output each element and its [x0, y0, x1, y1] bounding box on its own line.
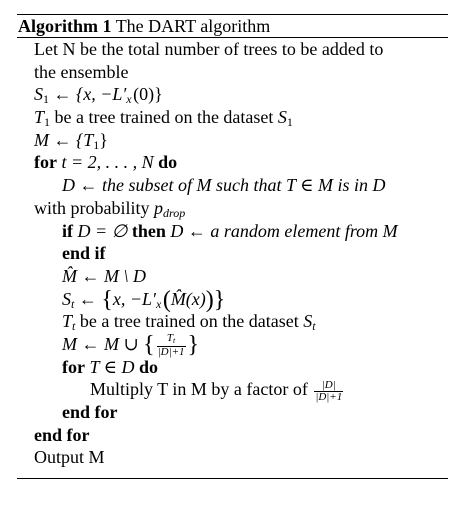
algorithm-block — [17, 14, 448, 479]
line-10-brace-close: } — [213, 286, 226, 313]
line-4-tail: } — [99, 129, 108, 150]
line-6b-p: p — [154, 197, 163, 218]
line-15-end-for: end for — [62, 402, 118, 422]
line-12-lhs: M ← M ∪ — [62, 333, 144, 354]
line-2-arrow: ← — [53, 84, 72, 105]
line-8 — [17, 242, 448, 265]
line-6b-sub: drop — [163, 205, 186, 220]
line-9 — [17, 265, 448, 288]
line-2-rhs: {x, −L′ — [76, 84, 127, 105]
line-6a — [17, 174, 448, 197]
line-3 — [17, 106, 448, 129]
line-17 — [17, 446, 448, 469]
line-7-body: D ← a random element from M — [170, 220, 398, 241]
line-10-body-sub: x — [155, 296, 162, 311]
line-6b-text: with probability — [34, 197, 154, 218]
line-11-S-sub: t — [312, 319, 316, 334]
line-11-S: S — [303, 311, 313, 332]
line-14-fraction — [314, 380, 343, 403]
line-7-keyword-if: if — [62, 220, 73, 241]
line-4 — [17, 129, 448, 152]
line-3-T: T — [34, 107, 45, 128]
line-11-T: T — [62, 311, 73, 332]
line-1a-text: Let N be the total number of trees to be added to — [34, 39, 384, 59]
line-4-sub: 1 — [93, 137, 100, 152]
line-12-numerator — [157, 333, 186, 347]
line-1b-text: the ensemble — [34, 61, 129, 82]
line-1b — [17, 61, 448, 84]
line-11-T-sub: t — [72, 319, 76, 334]
line-5 — [17, 151, 448, 174]
line-12-denominator: |D|+1 — [157, 346, 185, 359]
line-2-lhs-sub: 1 — [43, 92, 49, 107]
caption-title: The DART algorithm — [115, 16, 271, 36]
line-3-S-sub: 1 — [286, 115, 293, 130]
line-5-keyword-for: for — [34, 152, 57, 173]
line-12-fraction — [157, 333, 186, 358]
line-10-S: S — [62, 288, 71, 309]
line-14-denominator: |D|+1 — [315, 390, 343, 403]
line-12-brace-open: { — [143, 331, 155, 358]
line-5-keyword-do: do — [158, 152, 178, 173]
line-10-paren-close: ) — [205, 286, 214, 313]
line-6a-text: D ← the subset of M such that T ∈ M is in D — [62, 175, 386, 196]
line-11-text: be a tree trained on the dataset — [75, 311, 304, 332]
line-12-num-sub: t — [173, 336, 176, 346]
line-13-keyword-do: do — [139, 356, 159, 377]
line-11 — [17, 310, 448, 333]
line-2-lhs: S — [34, 84, 43, 105]
line-5-range: t = 2, . . . , N — [61, 152, 154, 173]
line-10-paren-open: ( — [162, 286, 171, 313]
line-7-keyword-then: then — [131, 220, 166, 241]
line-2-rhs-tail: (0)} — [133, 84, 163, 105]
line-10-S-sub: t — [71, 296, 75, 311]
line-16 — [17, 424, 448, 447]
bottom-rule — [17, 478, 448, 479]
line-10 — [17, 288, 448, 311]
line-3-T-sub: 1 — [44, 115, 51, 130]
line-3-S: S — [277, 107, 287, 128]
line-2 — [17, 83, 448, 106]
line-3-text: be a tree trained on the dataset — [50, 107, 278, 128]
line-17-text: Output M — [34, 447, 105, 468]
line-7-condition: D = ∅ — [77, 220, 128, 241]
caption-label: Algorithm 1 — [18, 16, 112, 36]
line-13-range: T ∈ D — [89, 356, 135, 377]
line-14-numerator: |D| — [314, 380, 343, 392]
line-12-num-T: T — [166, 332, 174, 345]
line-16-end-for: end for — [34, 424, 90, 445]
line-12-brace-close: } — [187, 331, 200, 358]
line-7 — [17, 220, 448, 243]
line-1a — [17, 38, 448, 61]
line-4-text: M ← {T — [34, 129, 94, 150]
line-10-arrow: ← — [74, 288, 102, 309]
line-2-rhs-sub: x — [126, 92, 132, 107]
line-14-text: Multiply T in M by a factor of — [90, 379, 313, 400]
line-6b — [17, 197, 448, 220]
line-10-brace-open: { — [101, 286, 113, 313]
line-13 — [17, 356, 448, 379]
line-12 — [17, 331, 448, 359]
line-8-end-if: end if — [62, 243, 106, 264]
line-10-body-a: x, −L′ — [112, 288, 156, 309]
line-13-keyword-for: for — [62, 356, 85, 377]
line-10-body-b: M̂(x) — [170, 288, 206, 309]
line-9-text: M̂ ← M \ D — [62, 265, 146, 286]
algorithm-caption — [17, 15, 448, 37]
line-15 — [17, 401, 448, 424]
line-14 — [17, 378, 448, 401]
